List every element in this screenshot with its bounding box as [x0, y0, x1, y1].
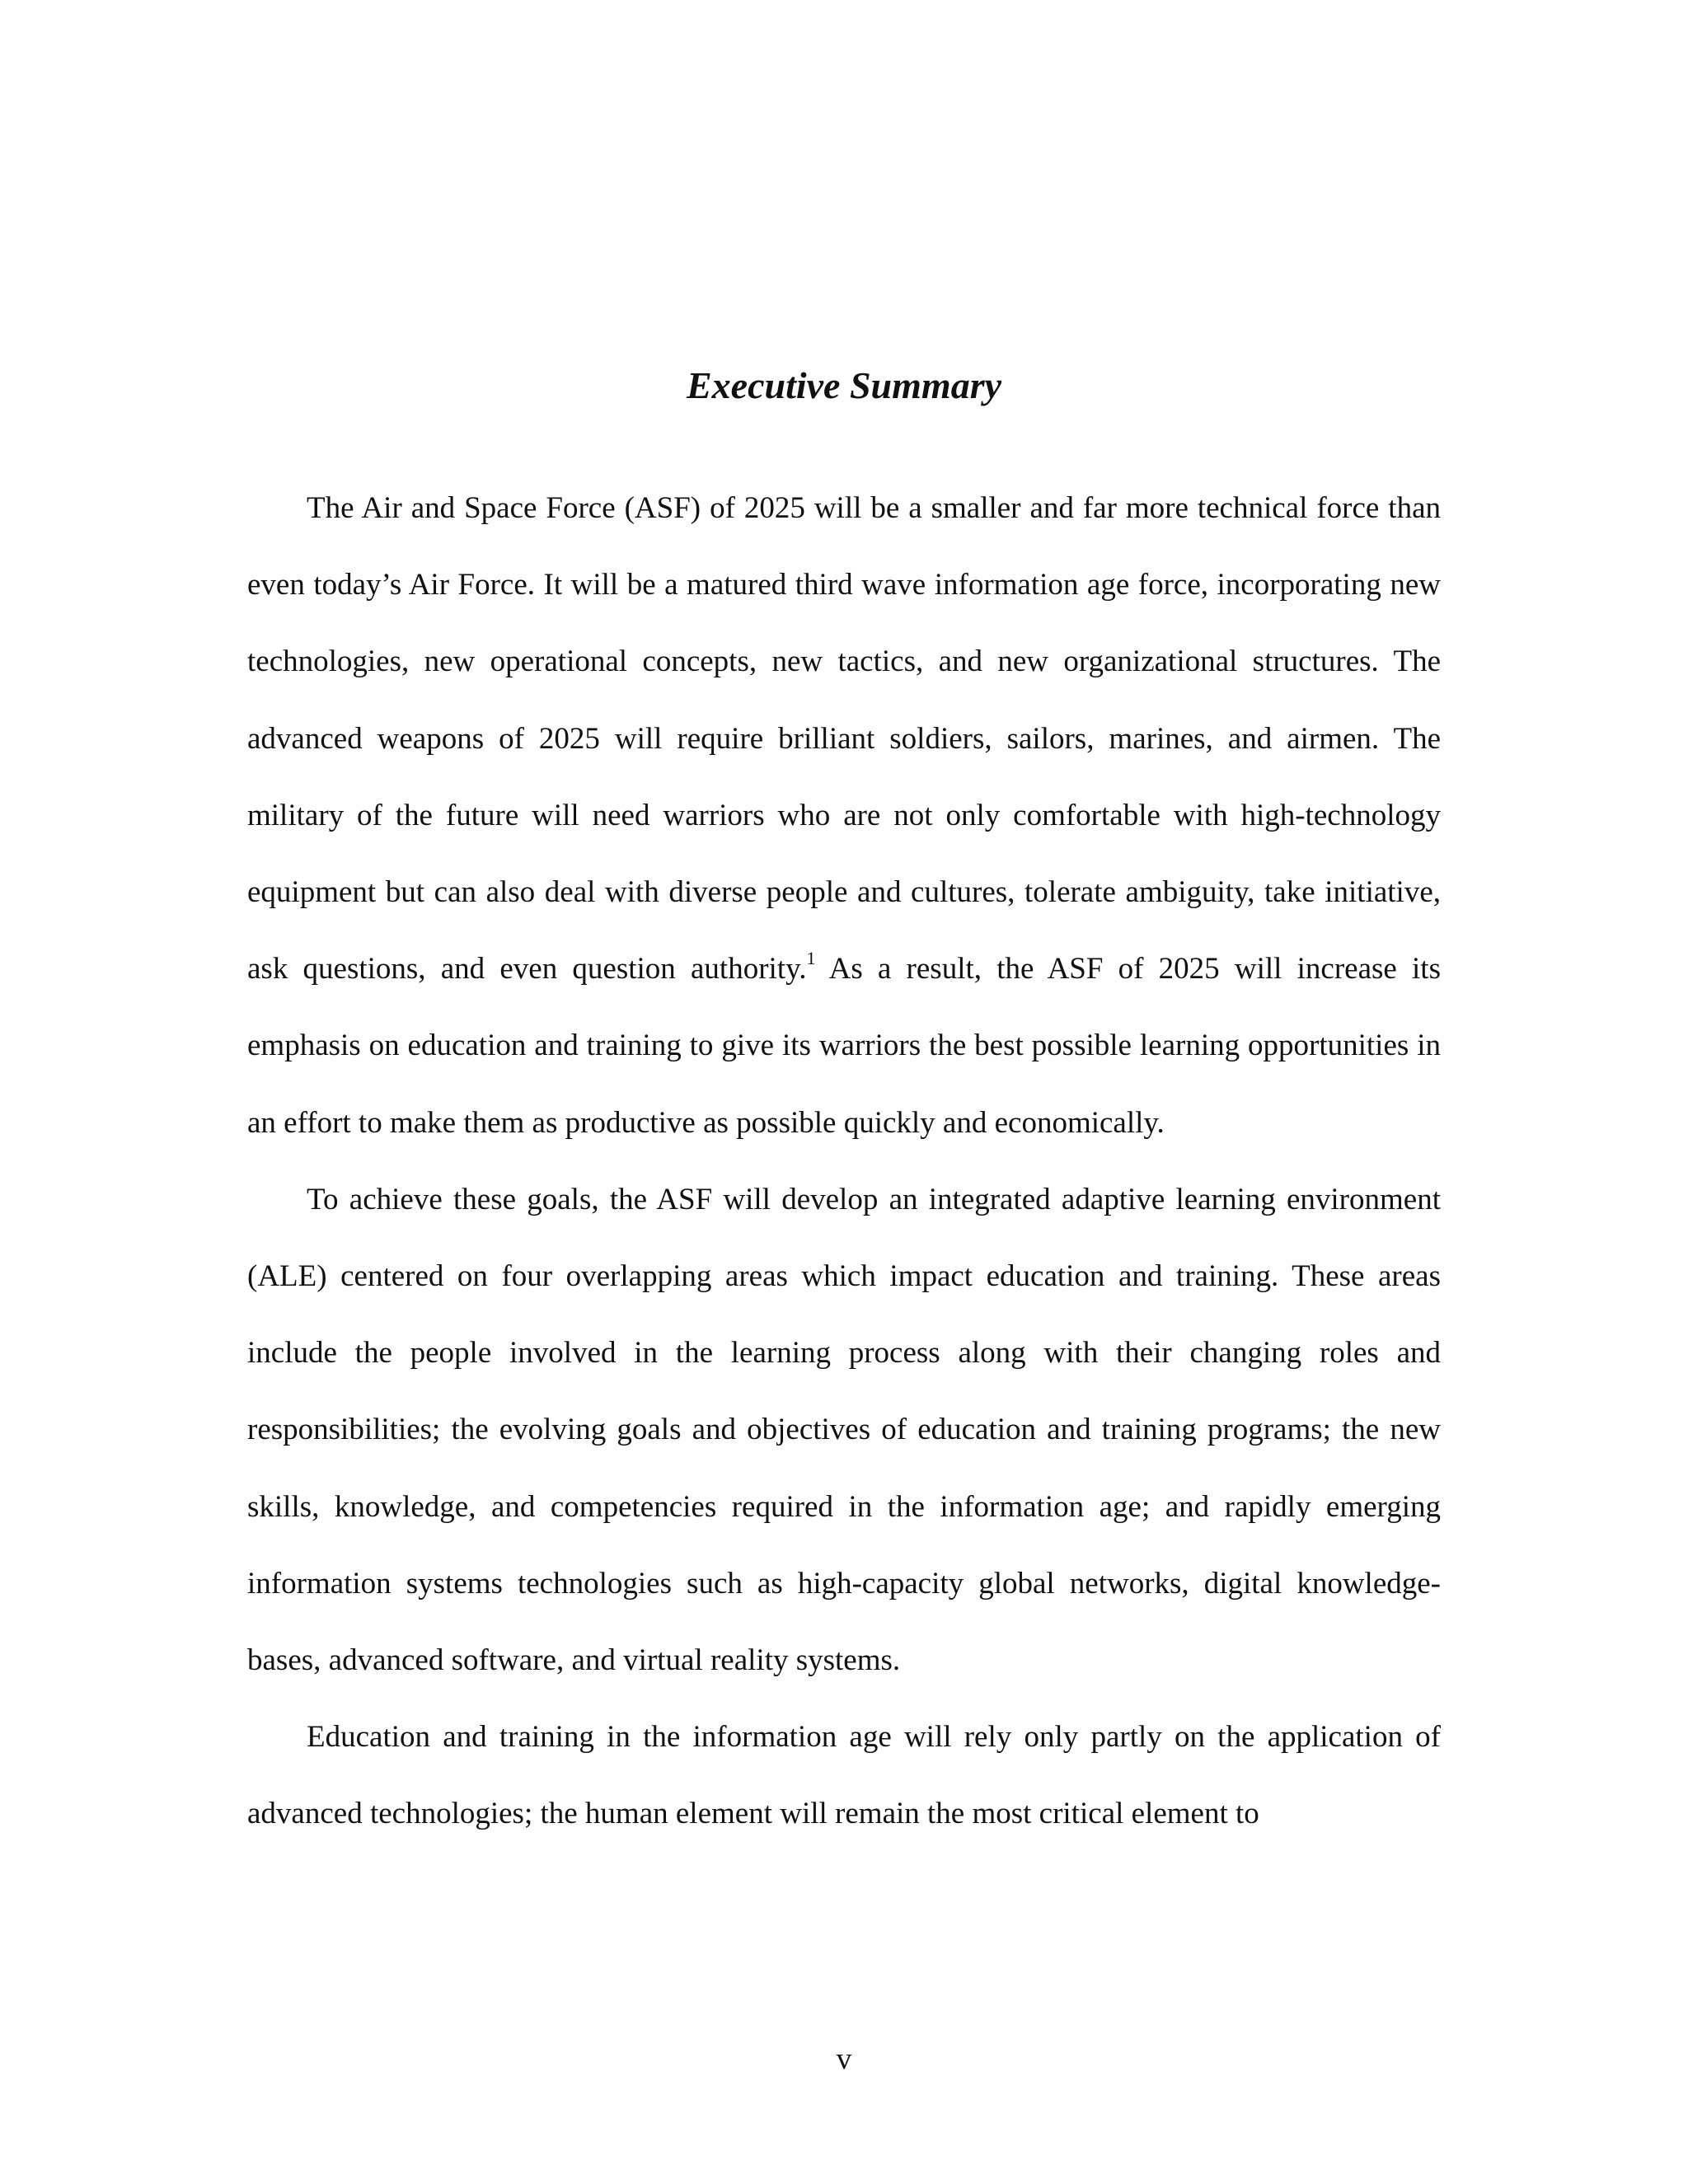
paragraph-1-continuation: As a result, the ASF of 2025 will increase its emphasis on education and training to give its warriors the best possible learning opportunities in an effort to make them as productive as possible quickly and economically.: [247, 952, 1441, 1140]
executive-summary-body: [247, 470, 1441, 1853]
paragraph-1-text: The Air and Space Force (ASF) of 2025 will be a smaller and far more technical force than even today’s Air Force. It will be a matured third wave information age force, incorporating new technologies, new operational concepts, new tactics, and new organizational structures. The advanced weapons of 2025 will require brilliant soldiers, sailors, marines, and airmen. The military of the future will need warriors who are not only comfortable with high-technology equipment but can also deal with diverse people and cultures, tolerate ambiguity, take initiative, ask questions, and even question authority.: [247, 491, 1441, 987]
footnote-marker[interactable]: 1: [806, 948, 816, 969]
paragraph-2: To achieve these goals, the ASF will develop an integrated adaptive learning environment (ALE) centered on four overlapping areas which impact education and training. These areas include the people involved in the learning process along with their changing roles and responsibilities; the evolving goals and objectives of education and training programs; the new skills, knowledge, and competencies required in the information age; and rapidly emerging information systems technologies such as high-capacity global networks, digital knowledge-bases, advanced software, and virtual reality systems.: [247, 1182, 1441, 1678]
page-number: v: [836, 2042, 852, 2076]
paragraph-3: Education and training in the information age will rely only partly on the application of advanced technologies; the human element will remain the most critical element to: [247, 1720, 1441, 1831]
page-title: Executive Summary: [686, 364, 1002, 406]
paragraph-1: [247, 470, 1441, 1161]
